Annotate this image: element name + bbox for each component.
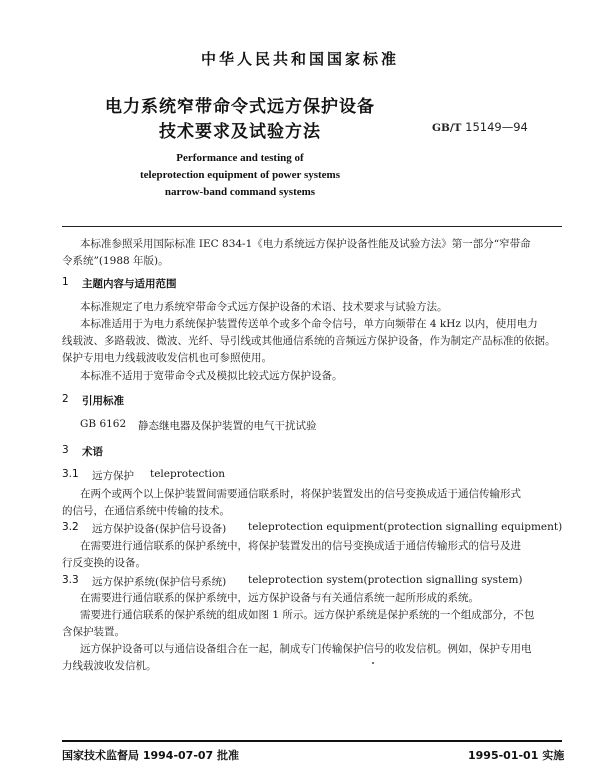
section-1-paragraph-1: 本标准规定了电力系统窄带命令式远方保护设备的术语、技术要求与试验方法。 <box>80 301 448 313</box>
section-1-paragraph-3: 本标准不适用于宽带命令式及模拟比较式远方保护设备。 <box>80 370 343 382</box>
english-title-line-2: teleprotection equipment of power systems <box>139 169 340 181</box>
footer-divider <box>62 740 562 742</box>
standard-code <box>432 120 528 134</box>
english-title-line-3: narrow-band command systems <box>164 186 316 198</box>
term-3-3-paragraph-2-line-1: 需要进行通信联系的保护系统的组成如图 1 所示。远方保护系统是保护系统的一个组成部分，不包 <box>80 609 535 621</box>
term-3-2-definition-line-1: 在需要进行通信联系的保护系统中，将保护装置发出的信号变换成适于通信传输形式的信号及进 <box>80 540 521 552</box>
scan-speck <box>372 662 374 664</box>
term-3-3-definition: 在需要进行通信联系的保护系统中，远方保护设备与有关通信系统一起所形成的系统。 <box>80 592 479 604</box>
term-3-1-number: 3.1 <box>62 468 79 480</box>
term-3-3-number: 3.3 <box>62 574 79 586</box>
intro-line-2: 令系统”(1988 年版)。 <box>62 255 169 267</box>
term-3-1-definition-line-1: 在两个或两个以上保护装置间需要通信联系时，将保护装置发出的信号变换成适于通信传输形式 <box>80 488 521 500</box>
chinese-title-line-2: 技术要求及试验方法 <box>159 122 321 142</box>
english-title-line-1: Performance and testing of <box>176 152 304 164</box>
term-3-3-english: teleprotection system(protection signalling system) <box>248 574 523 586</box>
section-2-number: 2 <box>62 393 69 405</box>
reference-code: GB 6162 <box>80 418 127 430</box>
term-3-3-paragraph-2-line-2: 含保护装置。 <box>62 626 125 638</box>
term-3-3-name: 远方保护系统(保护信号系统) <box>92 576 227 588</box>
reference-title: 静态继电器及保护装置的电气干扰试验 <box>138 420 317 432</box>
term-3-2-definition-line-2: 行反变换的设备。 <box>62 557 146 569</box>
term-3-3-paragraph-3-line-1: 远方保护设备可以与通信设备组合在一起，制成专门传输保护信号的收发信机。例如，保护专用电 <box>80 643 532 655</box>
approval-note: 国家技术监督局 1994-07-07 批准 <box>62 749 240 762</box>
term-3-1-name: 远方保护 <box>92 470 134 482</box>
section-1-number: 1 <box>62 276 69 288</box>
section-1-title: 主题内容与适用范围 <box>82 278 177 290</box>
section-1-paragraph-2-line-2: 线载波、多路载波、微波、光纤、导引线或其他通信系统的音频远方保护设备，作为制定产品标准的依据。 <box>62 335 556 347</box>
section-2-title: 引用标准 <box>82 395 124 407</box>
standard-code-number: 15149—94 <box>465 120 528 134</box>
term-3-2-name: 远方保护设备(保护信号设备) <box>92 523 227 535</box>
section-3-number: 3 <box>62 444 69 456</box>
term-3-1-definition-line-2: 的信号，在通信系统中传输的技术。 <box>62 505 230 517</box>
term-3-3-paragraph-3-line-2: 力线载波收发信机。 <box>62 660 157 672</box>
implementation-date: 1995-01-01 实施 <box>468 749 565 762</box>
term-3-2-number: 3.2 <box>62 521 79 533</box>
standard-title: 中华人民共和国国家标准 <box>200 50 399 68</box>
term-3-2-english: teleprotection equipment(protection signalling equipment) <box>248 521 563 533</box>
section-3-title: 术语 <box>82 446 103 458</box>
intro-line-1: 本标准参照采用国际标准 IEC 834-1《电力系统远方保护设备性能及试验方法》第一部分“窄带命 <box>80 238 531 250</box>
header-divider <box>62 226 562 227</box>
term-3-1-english: teleprotection <box>150 468 226 480</box>
section-1-paragraph-2-line-1: 本标准适用于为电力系统保护装置传送单个或多个命令信号，单方向频带在 4 kHz 以内，使用电力 <box>80 318 538 330</box>
standard-code-prefix: GB/T <box>432 122 462 134</box>
chinese-title-line-1: 电力系统窄带命令式远方保护设备 <box>105 97 375 117</box>
section-1-paragraph-2-line-3: 保护专用电力线载波收发信机也可参照使用。 <box>62 352 272 364</box>
